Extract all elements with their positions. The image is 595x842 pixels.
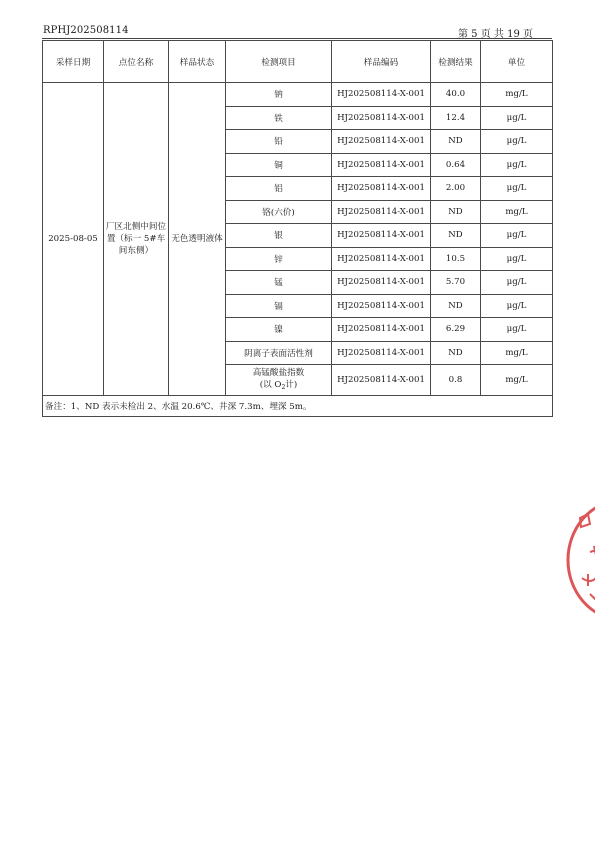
note-row [43,396,553,417]
unit-cell: μg/L [481,106,553,130]
unit-cell: μg/L [481,271,553,295]
stamp-mark-3 [582,574,595,586]
test-item-cell: 锌 [226,247,332,271]
test-item-cell: 铬(六价) [226,200,332,224]
sample-code-cell: HJ202508114-X-001 [332,224,431,248]
sample-code-cell: HJ202508114-X-001 [332,177,431,201]
result-cell: 40.0 [431,83,481,107]
test-item-cell: 镉 [226,294,332,318]
test-item-cell: 锰 [226,271,332,295]
site-name-cell: 厂区北侧中间位置（标一 5#车间东侧） [104,83,169,396]
unit-cell: μg/L [481,224,553,248]
result-cell: ND [431,200,481,224]
stamp-mark-2 [590,546,595,560]
test-item-cell: 银 [226,224,332,248]
sample-code-cell: HJ202508114-X-001 [332,271,431,295]
sample-code-cell: HJ202508114-X-001 [332,318,431,342]
sampling-date-cell: 2025-08-05 [43,83,104,396]
table-header-row [43,41,553,83]
sample-code-cell: HJ202508114-X-001 [332,106,431,130]
unit-cell: mg/L [481,341,553,365]
table-row [43,83,553,107]
sample-state-cell: 无色透明液体 [169,83,226,396]
col-header-sampling-date: 采样日期 [43,41,104,83]
stamp-mark-4 [590,592,595,600]
unit-cell: mg/L [481,200,553,224]
col-header-sample-code: 样品编码 [332,41,431,83]
result-cell: 2.00 [431,177,481,201]
test-item-line1: 高锰酸盐指数 [252,367,305,378]
test-item-cell: 铁 [226,106,332,130]
result-cell: ND [431,341,481,365]
unit-cell: μg/L [481,177,553,201]
result-cell: 0.64 [431,153,481,177]
result-cell: ND [431,224,481,248]
col-header-unit: 单位 [481,41,553,83]
unit-cell: μg/L [481,247,553,271]
result-cell: 12.4 [431,106,481,130]
sample-code-cell: HJ202508114-X-001 [332,247,431,271]
col-header-sample-state: 样品状态 [169,41,226,83]
test-item-cell: 镍 [226,318,332,342]
test-item-cell: 铜 [226,153,332,177]
header-rule [42,38,552,39]
sample-code-cell: HJ202508114-X-001 [332,365,431,396]
test-item-cell: 铅 [226,130,332,154]
note-text: 备注：1、ND 表示未检出 2、水温 20.6℃、井深 7.3m、埋深 5m。 [43,396,553,417]
col-header-result: 检测结果 [431,41,481,83]
sample-code-cell: HJ202508114-X-001 [332,341,431,365]
sample-code-cell: HJ202508114-X-001 [332,130,431,154]
test-item-line2: (以 $O_2$计) [259,379,298,391]
test-item-cell [226,365,332,396]
result-cell: 10.5 [431,247,481,271]
red-seal-stamp [560,490,595,630]
sample-code-cell: HJ202508114-X-001 [332,83,431,107]
page-indicator: 第 5 页 共 19 页 [457,29,533,40]
result-cell: ND [431,294,481,318]
result-cell: 0.8 [431,365,481,396]
result-cell: 5.70 [431,271,481,295]
unit-cell: μg/L [481,294,553,318]
unit-cell: μg/L [481,318,553,342]
test-results-table [42,40,553,417]
result-cell: ND [431,130,481,154]
report-number: RPHJ202508114 [43,25,129,36]
unit-cell: mg/L [481,83,553,107]
sample-code-cell: HJ202508114-X-001 [332,153,431,177]
col-header-test-item: 检测项目 [226,41,332,83]
sample-code-cell: HJ202508114-X-001 [332,200,431,224]
col-header-site-name: 点位名称 [104,41,169,83]
unit-cell: mg/L [481,365,553,396]
test-item-cell: 铝 [226,177,332,201]
unit-cell: μg/L [481,153,553,177]
test-item-cell: 阴离子表面活性剂 [226,341,332,365]
result-cell: 6.29 [431,318,481,342]
unit-cell: μg/L [481,130,553,154]
sample-code-cell: HJ202508114-X-001 [332,294,431,318]
test-item-cell: 钠 [226,83,332,107]
